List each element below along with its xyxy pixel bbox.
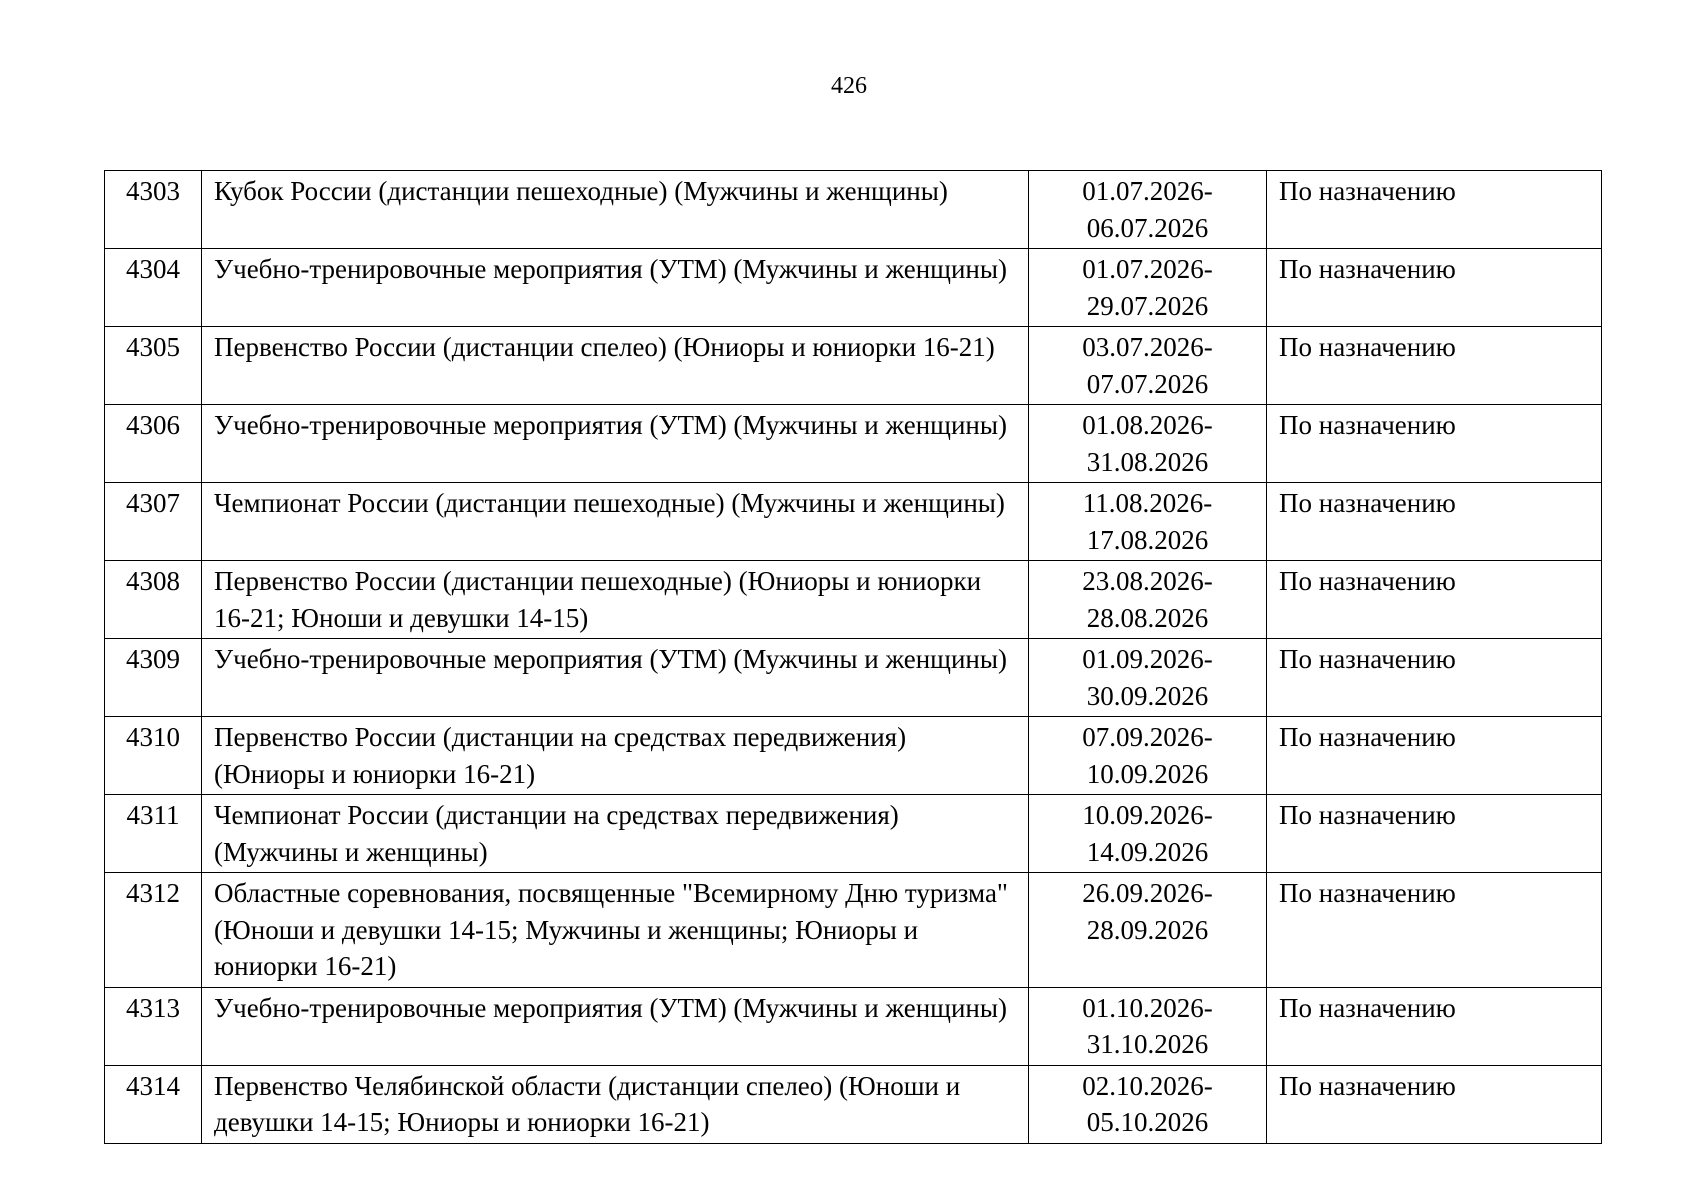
event-number: 4306 xyxy=(105,405,202,483)
event-date-end: 28.08.2026 xyxy=(1086,602,1209,633)
event-number: 4314 xyxy=(105,1065,202,1143)
event-place: По назначению xyxy=(1267,327,1602,405)
event-name: Учебно-тренировочные мероприятия (УТМ) (Мужчины и женщины) xyxy=(202,249,1029,327)
event-date-start: 26.09.2026- xyxy=(1082,878,1213,908)
event-number: 4308 xyxy=(105,561,202,639)
event-date-start: 01.07.2026- xyxy=(1082,176,1213,206)
event-name: Первенство Челябинской области (дистанции спелео) (Юноши и девушки 14-15; Юниоры и юниорки 16-21) xyxy=(202,1065,1029,1143)
event-place: По назначению xyxy=(1267,249,1602,327)
event-number: 4307 xyxy=(105,483,202,561)
event-name: Кубок России (дистанции пешеходные) (Мужчины и женщины) xyxy=(202,171,1029,249)
event-date-end: 28.09.2026 xyxy=(1086,914,1209,945)
event-date-start: 02.10.2026- xyxy=(1082,1070,1213,1101)
event-number: 4312 xyxy=(105,873,202,988)
event-name: Первенство России (дистанции спелео) (Юниоры и юниорки 16-21) xyxy=(202,327,1029,405)
event-place: По назначению xyxy=(1267,483,1602,561)
event-dates xyxy=(1029,249,1267,327)
event-dates xyxy=(1029,483,1267,561)
event-name: Учебно-тренировочные мероприятия (УТМ) (Мужчины и женщины) xyxy=(202,405,1029,483)
event-date-end: 29.07.2026 xyxy=(1086,290,1209,321)
event-date-start: 03.07.2026- xyxy=(1082,332,1213,362)
event-number: 4304 xyxy=(105,249,202,327)
event-dates xyxy=(1029,327,1267,405)
table-row xyxy=(105,795,1602,873)
table-row xyxy=(105,327,1602,405)
event-dates xyxy=(1029,405,1267,483)
table-row xyxy=(105,483,1602,561)
event-place: По назначению xyxy=(1267,639,1602,717)
event-date-end: 30.09.2026 xyxy=(1086,680,1209,711)
event-dates xyxy=(1029,873,1267,988)
event-date-end: 05.10.2026 xyxy=(1086,1107,1209,1137)
table-row xyxy=(105,987,1602,1065)
table-row xyxy=(105,405,1602,483)
event-dates xyxy=(1029,639,1267,717)
event-date-start: 10.09.2026- xyxy=(1082,800,1213,830)
event-number: 4305 xyxy=(105,327,202,405)
event-dates xyxy=(1029,987,1267,1065)
table-row xyxy=(105,639,1602,717)
event-name: Первенство России (дистанции пешеходные) (Юниоры и юниорки 16-21; Юноши и девушки 14-15) xyxy=(202,561,1029,639)
event-date-start: 01.10.2026- xyxy=(1082,992,1213,1023)
event-date-start: 23.08.2026- xyxy=(1082,566,1213,596)
event-date-start: 01.09.2026- xyxy=(1082,644,1213,674)
event-dates xyxy=(1029,717,1267,795)
table-row xyxy=(105,171,1602,249)
event-name: Учебно-тренировочные мероприятия (УТМ) (Мужчины и женщины) xyxy=(202,639,1029,717)
event-number: 4310 xyxy=(105,717,202,795)
event-date-start: 01.08.2026- xyxy=(1082,410,1213,440)
event-dates xyxy=(1029,795,1267,873)
event-date-end: 10.09.2026 xyxy=(1086,758,1209,789)
event-place: По назначению xyxy=(1267,405,1602,483)
event-date-end: 17.08.2026 xyxy=(1086,524,1209,555)
event-date-end: 31.10.2026 xyxy=(1086,1029,1209,1059)
event-number: 4309 xyxy=(105,639,202,717)
event-date-start: 01.07.2026- xyxy=(1082,254,1213,284)
event-place: По назначению xyxy=(1267,561,1602,639)
table-row xyxy=(105,873,1602,988)
event-place: По назначению xyxy=(1267,795,1602,873)
event-number: 4303 xyxy=(105,171,202,249)
event-date-start: 07.09.2026- xyxy=(1082,722,1213,752)
event-name: Чемпионат России (дистанции пешеходные) (Мужчины и женщины) xyxy=(202,483,1029,561)
table-row xyxy=(105,249,1602,327)
event-place: По назначению xyxy=(1267,171,1602,249)
events-table xyxy=(104,170,1602,1144)
event-place: По назначению xyxy=(1267,873,1602,988)
event-place: По назначению xyxy=(1267,1065,1602,1143)
event-place: По назначению xyxy=(1267,717,1602,795)
table-row xyxy=(105,561,1602,639)
table-row xyxy=(105,717,1602,795)
event-date-end: 14.09.2026 xyxy=(1086,836,1209,867)
event-name: Первенство России (дистанции на средствах передвижения) (Юниоры и юниорки 16-21) xyxy=(202,717,1029,795)
event-dates xyxy=(1029,561,1267,639)
event-number: 4311 xyxy=(105,795,202,873)
event-place: По назначению xyxy=(1267,987,1602,1065)
event-date-end: 07.07.2026 xyxy=(1086,368,1209,399)
table-row xyxy=(105,1065,1602,1143)
event-date-end: 06.07.2026 xyxy=(1086,212,1209,243)
event-date-start: 11.08.2026- xyxy=(1082,488,1213,518)
event-name: Чемпионат России (дистанции на средствах передвижения) (Мужчины и женщины) xyxy=(202,795,1029,873)
page-number: 426 xyxy=(831,73,867,99)
events-table-body xyxy=(105,171,1602,1144)
event-name: Учебно-тренировочные мероприятия (УТМ) (Мужчины и женщины) xyxy=(202,987,1029,1065)
event-number: 4313 xyxy=(105,987,202,1065)
event-dates xyxy=(1029,1065,1267,1143)
event-dates xyxy=(1029,171,1267,249)
event-date-end: 31.08.2026 xyxy=(1086,446,1209,477)
event-name: Областные соревнования, посвященные "Всемирному Дню туризма" (Юноши и девушки 14-15; Мужчины и женщины; Юниоры и юниорки 16-21) xyxy=(202,873,1029,988)
